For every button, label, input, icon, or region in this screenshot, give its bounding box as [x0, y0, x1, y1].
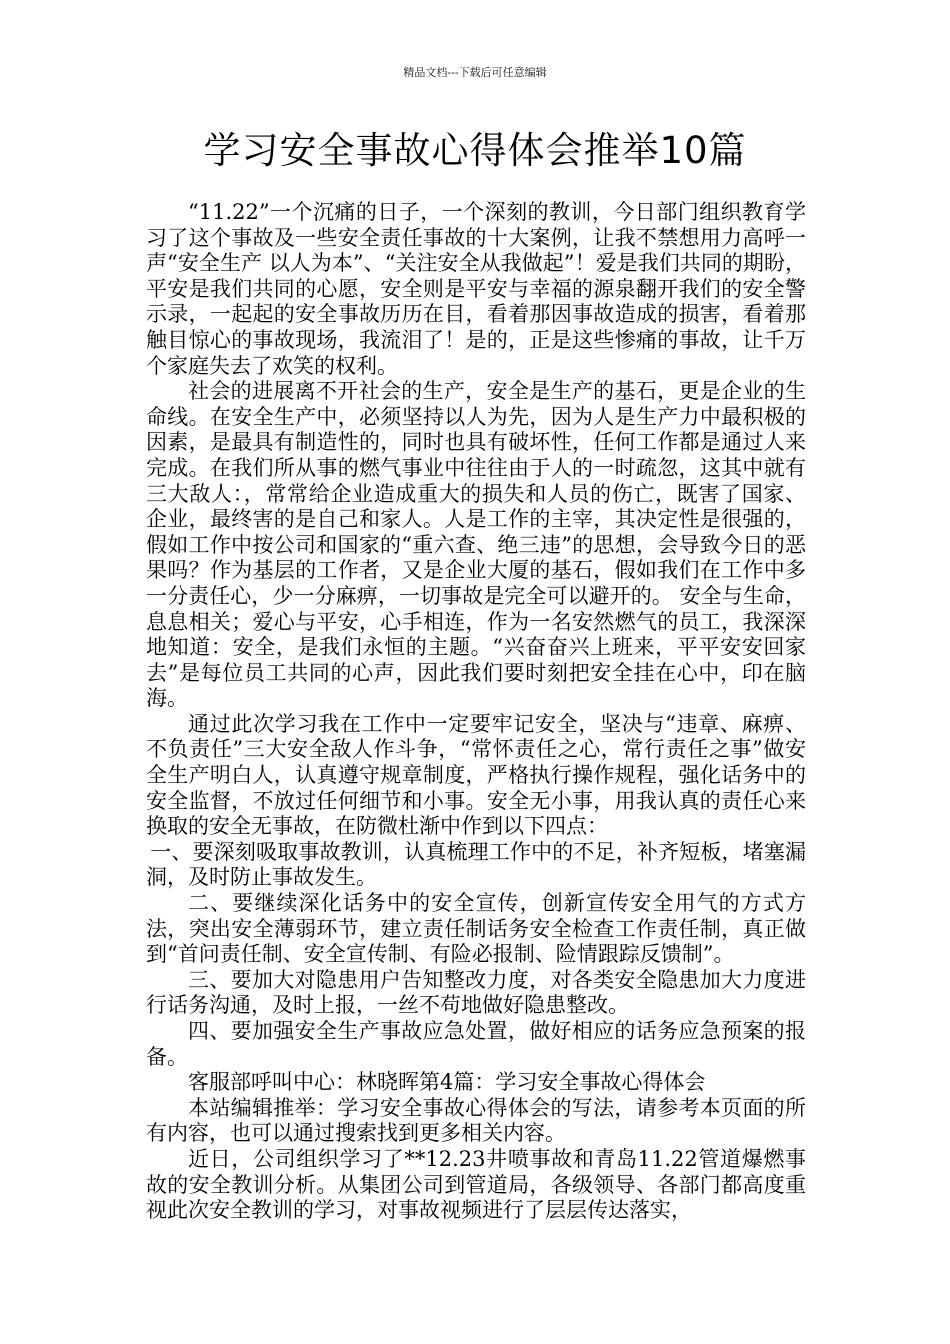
paragraph-signature: 客服部呼叫中心：林晓晖第4篇：学习安全事故心得体会 [188, 1070, 706, 1095]
paragraph: 本站编辑推举：学习安全事故心得体会的写法，请参考本页面的所有内容，也可以通过搜索找到更多相关内容。 [146, 1095, 806, 1146]
paragraph: “11.22”一个沉痛的日子，一个深刻的教训，今日部门组织教育学习了这个事故及一些安全责任事故的十大案例，让我不禁想用力高呼一声“安全生产 以人为本”、“关注安全从我做起”！爱是我们共同的期盼，平安是我们共同的心愿，安全则是平安与幸福的源泉翻开我们的安全警示录，一起起的安全事故历历在目，看着那因事故造成的损害，看着那触目惊心的事故现场，我流泪了！是的，正是这些惨痛的事故，让千万个家庭失去了欢笑的权利。 [146, 200, 806, 378]
header-note: 精品文档---下载后可任意编辑 [403, 66, 547, 79]
paragraph: 近日，公司组织学习了**12.23井喷事故和青岛11.22管道爆燃事故的安全教训分析。从集团公司到管道局，各级领导、各部门都高度重视此次安全教训的学习，对事故视频进行了层层传达落实， [146, 1146, 806, 1223]
document-title: 学习安全事故心得体会推举10篇 [203, 129, 747, 172]
paragraph: 通过此次学习我在工作中一定要牢记安全，坚决与“违章、麻痹、不负责任”三大安全敌人作斗争，“常怀责任之心，常行责任之事”做安全生产明白人，认真遵守规章制度，严格执行操作规程，强化话务中的安全监督，不放过任何细节和小事。安全无小事，用我认真的责任心来换取的安全无事故，在防微杜渐中作到以下四点： [146, 711, 806, 839]
paragraph: 一、要深刻吸取事故教训，认真梳理工作中的不足，补齐短板，堵塞漏洞，及时防止事故发生。 [146, 839, 806, 890]
paragraph: 二、要继续深化话务中的安全宣传，创新宣传安全用气的方式方法，突出安全薄弱环节，建立责任制话务安全检查工作责任制，真正做到“首问责任制、安全宣传制、有险必报制、险情跟踪反馈制”。 [146, 891, 806, 967]
document-body [146, 200, 806, 1224]
paragraph: 社会的进展离不开社会的生产，安全是生产的基石，更是企业的生命线。在安全生产中，必须坚持以人为先，因为人是生产力中最积极的因素，是最具有制造性的，同时也具有破坏性，任何工作都是通过人来完成。在我们所从事的燃气事业中往往由于人的一时疏忽，这其中就有三大敌人：，常常给企业造成重大的损失和人员的伤亡，既害了国家、企业，最终害的是自己和家人。人是工作的主宰，其决定性是很强的，假如工作中按公司和国家的“重六查、绝三违”的思想，会导致今日的恶果吗？作为基层的工作者，又是企业大厦的基石，假如我们在工作中多一分责任心，少一分麻痹，一切事故是完全可以避开的。 安全与生命，息息相关；爱心与平安，心手相连，作为一名安然燃气的员工，我深深地知道：安全，是我们永恒的主题。“兴奋奋兴上班来，平平安安回家去”是每位员工共同的心声，因此我们要时刻把安全挂在心中，印在脑海。 [146, 379, 806, 711]
paragraph: 三、要加大对隐患用户告知整改力度，对各类安全隐患加大力度进行话务沟通，及时上报，一丝不苟地做好隐患整改。 [146, 967, 806, 1018]
paragraph: 四、要加强安全生产事故应急处置，做好相应的话务应急预案的报备。 [146, 1019, 806, 1069]
